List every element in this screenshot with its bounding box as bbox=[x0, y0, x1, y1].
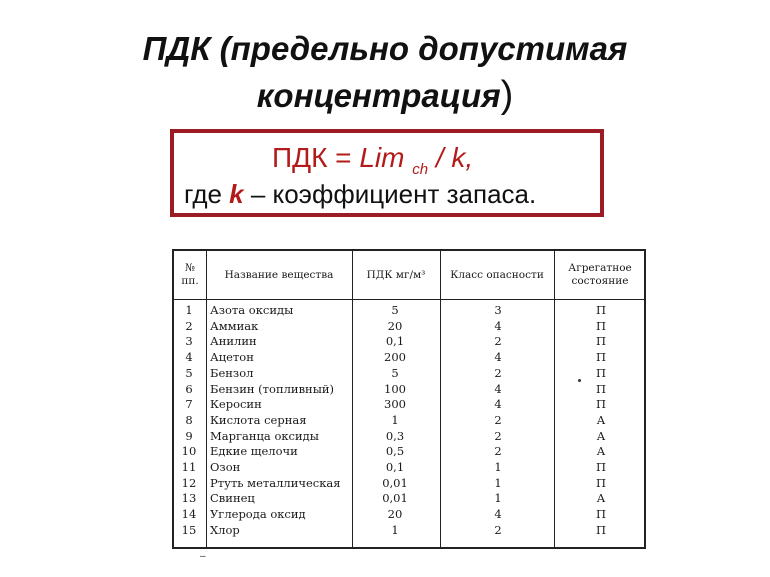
row-num: 2 bbox=[185, 318, 193, 333]
row-class: 1 bbox=[494, 491, 502, 506]
header-separator bbox=[174, 299, 644, 300]
row-name: Ацетон bbox=[210, 350, 254, 365]
header-class: Класс опасности bbox=[450, 268, 544, 281]
slide-title bbox=[0, 26, 770, 119]
row-state: П bbox=[595, 522, 607, 537]
row-class: 2 bbox=[494, 444, 502, 459]
row-num: 13 bbox=[181, 491, 197, 506]
formula-lhs: ПДК = bbox=[272, 142, 360, 173]
row-class: 2 bbox=[494, 412, 502, 427]
title-line-1: ПДК (предельно допустимая bbox=[142, 30, 628, 67]
explain-k: k bbox=[229, 179, 244, 209]
row-num: 3 bbox=[185, 334, 193, 349]
row-state: П bbox=[595, 381, 607, 396]
row-pdk: 0,1 bbox=[385, 334, 405, 349]
row-state: А bbox=[596, 491, 606, 506]
row-pdk: 0,5 bbox=[385, 444, 405, 459]
table-row bbox=[174, 476, 644, 492]
formula-subscript: ch bbox=[412, 161, 429, 178]
table-row bbox=[174, 397, 644, 413]
formula-line bbox=[272, 142, 474, 178]
substances-table bbox=[172, 249, 646, 549]
explain-suffix: – коэффициент запаса. bbox=[243, 179, 537, 209]
table-row bbox=[174, 334, 644, 350]
row-state: П bbox=[595, 365, 607, 380]
table-row bbox=[174, 350, 644, 366]
row-class: 2 bbox=[494, 334, 502, 349]
row-name: Едкие щелочи bbox=[210, 444, 298, 459]
row-num: 11 bbox=[181, 460, 197, 474]
row-name: Ртуть металлическая bbox=[210, 475, 341, 490]
row-num: 10 bbox=[181, 444, 197, 459]
row-name: Хлор bbox=[210, 522, 240, 537]
table-row bbox=[174, 460, 644, 476]
row-num: 9 bbox=[185, 428, 193, 443]
row-class: 4 bbox=[494, 381, 502, 396]
row-class: 2 bbox=[494, 428, 502, 443]
row-class: 1 bbox=[494, 475, 502, 490]
table-row bbox=[174, 523, 644, 539]
formula-box bbox=[170, 129, 604, 217]
row-pdk: 5 bbox=[391, 303, 399, 317]
row-num: 5 bbox=[185, 365, 193, 380]
row-state: А bbox=[596, 444, 606, 459]
row-class: 4 bbox=[494, 507, 502, 522]
row-class: 3 bbox=[494, 303, 502, 317]
table-row bbox=[174, 382, 644, 398]
row-pdk: 1 bbox=[391, 412, 399, 427]
row-class: 1 bbox=[494, 460, 502, 474]
row-name: Свинец bbox=[210, 491, 255, 506]
row-name: Азота оксиды bbox=[210, 303, 294, 317]
row-name: Бензол bbox=[210, 365, 254, 380]
row-num: 8 bbox=[185, 412, 193, 427]
formula-lim: Lim bbox=[359, 142, 405, 173]
row-name: Озон bbox=[210, 460, 241, 474]
title-line-2 bbox=[0, 72, 770, 119]
row-state: П bbox=[595, 460, 607, 474]
row-num: 14 bbox=[181, 507, 197, 522]
header-state: Агрегатное состояние bbox=[568, 262, 632, 287]
row-pdk: 0,3 bbox=[385, 428, 405, 443]
row-name: Марганца оксиды bbox=[210, 428, 319, 443]
formula-rhs: / k, bbox=[428, 142, 474, 173]
row-state: П bbox=[595, 397, 607, 412]
table-row bbox=[174, 319, 644, 335]
scan-speck bbox=[578, 379, 581, 382]
row-class: 2 bbox=[494, 365, 502, 380]
row-class: 4 bbox=[494, 397, 502, 412]
row-pdk: 200 bbox=[384, 350, 406, 365]
table-row bbox=[174, 507, 644, 523]
row-pdk: 20 bbox=[387, 507, 403, 522]
formula-explanation bbox=[184, 179, 536, 210]
row-pdk: 0,01 bbox=[382, 475, 408, 490]
row-num: 12 bbox=[181, 475, 197, 490]
title-line-2-text: концентрация bbox=[256, 77, 501, 114]
explain-prefix: где bbox=[184, 179, 230, 209]
row-state: П bbox=[595, 507, 607, 522]
row-pdk: 20 bbox=[387, 318, 403, 333]
row-class: 2 bbox=[494, 522, 502, 537]
row-name: Анилин bbox=[210, 334, 257, 349]
row-name: Керосин bbox=[210, 397, 262, 412]
row-pdk: 5 bbox=[391, 365, 399, 380]
row-num: 7 bbox=[185, 397, 193, 412]
row-num: 1 bbox=[185, 303, 193, 317]
row-state: П bbox=[595, 303, 607, 317]
row-name: Углерода оксид bbox=[210, 507, 306, 522]
table-row bbox=[174, 303, 644, 319]
table-row bbox=[174, 366, 644, 382]
row-state: П bbox=[595, 350, 607, 365]
row-name: Аммиак bbox=[210, 318, 259, 333]
table-row bbox=[174, 491, 644, 507]
row-pdk: 1 bbox=[391, 522, 399, 537]
table-row bbox=[174, 429, 644, 445]
row-pdk: 100 bbox=[384, 381, 406, 396]
row-num: 6 bbox=[185, 381, 193, 396]
row-name: Бензин (топливный) bbox=[210, 381, 335, 396]
header-name: Название вещества bbox=[224, 268, 334, 281]
header-pdk: ПДК мг/м³ bbox=[366, 268, 426, 281]
table-row bbox=[174, 444, 644, 460]
row-pdk: 0,01 bbox=[382, 491, 408, 506]
row-state: П bbox=[595, 318, 607, 333]
table-row bbox=[174, 413, 644, 429]
row-pdk: 0,1 bbox=[385, 460, 405, 474]
footer-dash: – bbox=[200, 551, 206, 562]
row-state: А bbox=[596, 428, 606, 443]
row-class: 4 bbox=[494, 350, 502, 365]
header-num: № пп. bbox=[181, 262, 199, 287]
row-class: 4 bbox=[494, 318, 502, 333]
row-state: П bbox=[595, 475, 607, 490]
row-state: А bbox=[596, 412, 606, 427]
row-pdk: 300 bbox=[384, 397, 406, 412]
row-num: 15 bbox=[181, 522, 197, 537]
row-state: П bbox=[595, 334, 607, 349]
row-num: 4 bbox=[185, 350, 193, 365]
row-name: Кислота серная bbox=[210, 412, 307, 427]
title-close-paren: ) bbox=[500, 74, 514, 116]
